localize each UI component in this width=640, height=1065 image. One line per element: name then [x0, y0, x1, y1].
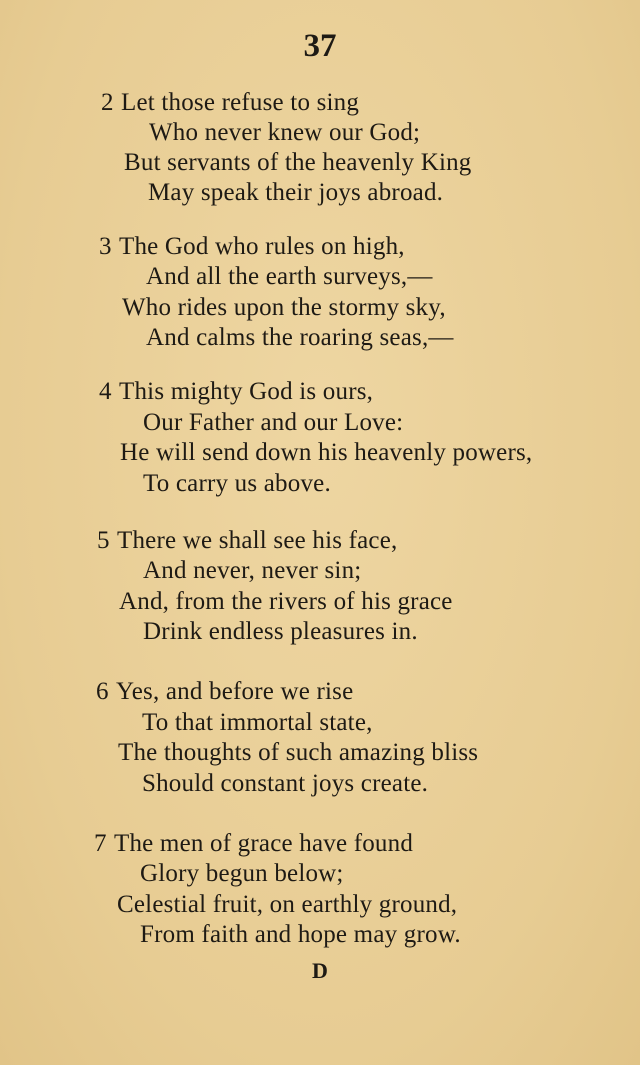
stanza-line: 2 Let those refuse to sing — [101, 89, 360, 116]
stanza-line: Our Father and our Love: — [143, 409, 404, 436]
signature-mark: D — [312, 958, 328, 983]
stanza-line: And calms the roaring seas,— — [146, 324, 454, 351]
stanza-line: He will send down his heavenly powers, — [120, 439, 533, 466]
stanza-line: And, from the rivers of his grace — [119, 588, 453, 615]
stanza-line: Who rides upon the stormy sky, — [122, 294, 446, 321]
stanza-number: 2 — [101, 89, 114, 116]
stanza-number: 4 — [99, 378, 112, 405]
stanza-line: But servants of the heavenly King — [124, 149, 472, 176]
stanza-line: 6 Yes, and before we rise — [96, 678, 354, 705]
stanza-line: 7 The men of grace have found — [94, 830, 414, 857]
stanza-line: 4 This mighty God is ours, — [99, 378, 374, 405]
stanza-line: The thoughts of such amazing bliss — [118, 739, 479, 766]
stanza-line: May speak their joys abroad. — [148, 179, 444, 206]
stanza-line: Drink endless pleasures in. — [143, 618, 418, 645]
stanza-line: To carry us above. — [143, 470, 331, 497]
page-number: 37 — [303, 28, 337, 64]
stanza-number: 3 — [99, 233, 112, 260]
stanza-line: From faith and hope may grow. — [140, 921, 461, 948]
stanza-line: To that immortal state, — [142, 709, 373, 736]
stanza-number: 6 — [96, 678, 109, 705]
stanza-line: Should constant joys create. — [142, 770, 429, 797]
stanza-number: 5 — [97, 527, 110, 554]
stanza-number: 7 — [94, 830, 107, 857]
stanza-line: 5 There we shall see his face, — [97, 527, 398, 554]
stanza-line: Glory begun below; — [140, 860, 344, 887]
stanza-line: And never, never sin; — [143, 557, 362, 584]
stanza-line: 3 The God who rules on high, — [99, 233, 405, 260]
stanza-line: Who never knew our God; — [149, 119, 421, 146]
stanza-line: Celestial fruit, on earthly ground, — [117, 891, 458, 918]
stanza-line: And all the earth surveys,— — [146, 263, 433, 290]
